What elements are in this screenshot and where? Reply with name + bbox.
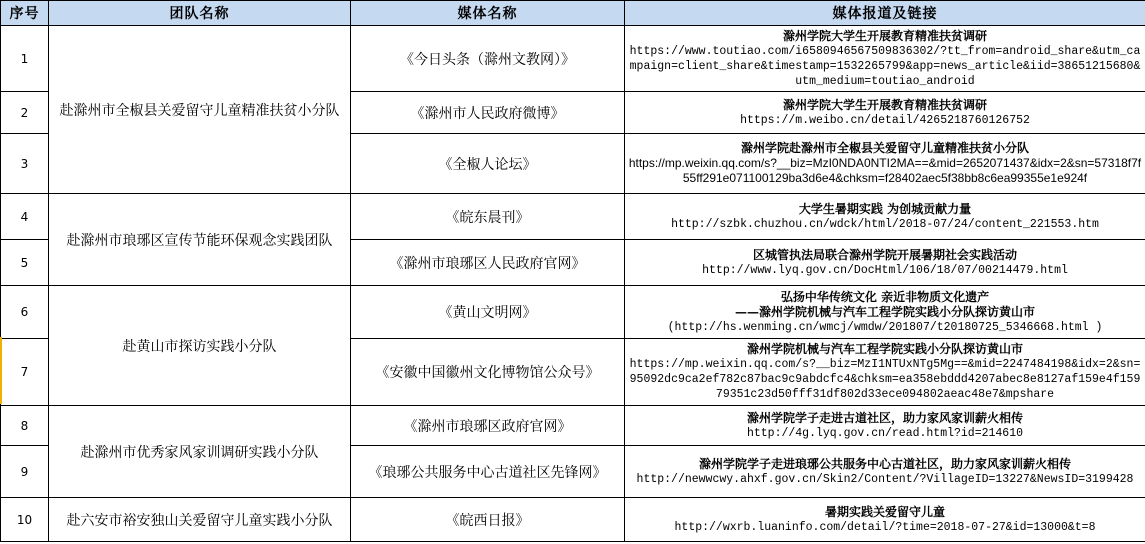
report-title: 区城管执法局联合滁州学院开展暑期社会实践活动	[752, 247, 1017, 262]
table-row	[1, 406, 1145, 446]
header-media[interactable]: 媒体名称	[351, 1, 625, 26]
media-name-cell[interactable]: 《琅琊公共服务中心古道社区先锋网》	[351, 446, 625, 498]
media-name-cell[interactable]: 《滁州市人民政府微博》	[351, 92, 625, 134]
media-name-cell[interactable]: 《黄山文明网》	[351, 286, 625, 339]
row-number-cell[interactable]: 3	[1, 134, 49, 194]
report-cell[interactable]	[625, 339, 1145, 406]
report-title: 暑期实践关爱留守儿童	[824, 504, 945, 519]
report-link[interactable]: https://m.weibo.cn/detail/4265218760126752	[740, 113, 1030, 127]
team-name-cell[interactable]: 赴滁州市琅琊区宣传节能环保观念实践团队	[49, 194, 351, 286]
media-name-cell[interactable]: 《安徽中国徽州文化博物馆公众号》	[351, 339, 625, 406]
media-name-cell[interactable]: 《皖西日报》	[351, 498, 625, 542]
report-subtitle: ——滁州学院机械与汽车工程学院实践小分队探访黄山市	[734, 304, 1035, 319]
team-name-cell[interactable]: 赴滁州市优秀家风家训调研实践小分队	[49, 406, 351, 498]
report-link[interactable]: https://www.toutiao.com/i6580946567509836302/?tt_from=android_share&utm_campaign=client_share&timestamp=1532265799&app=news_article&iid=38651215680&utm_medium=toutiao_android	[629, 44, 1141, 88]
row-number-cell[interactable]: 2	[1, 92, 49, 134]
report-title: 滁州学院学子走进琅琊公共服务中心古道社区，助力家风家训薪火相传	[698, 456, 1071, 471]
media-name-cell[interactable]: 《今日头条（滁州文教网）》	[351, 26, 625, 92]
table-row	[1, 498, 1145, 542]
header-team[interactable]: 团队名称	[49, 1, 351, 26]
row-number-cell[interactable]: 9	[1, 446, 49, 498]
report-link[interactable]: https://mp.weixin.qq.com/s?__biz=MzI0NDA0NTI2MA==&mid=2652071437&idx=2&sn=57318f7f55ff291e071100129ba3d6e4&chksm=f28402aec5f38bb8c6ea99355e1e924f	[628, 156, 1142, 185]
report-link[interactable]: http://szbk.chuzhou.cn/wdck/html/2018-07/24/content_221553.htm	[671, 217, 1099, 231]
media-name-cell[interactable]: 《皖东晨刊》	[351, 194, 625, 240]
report-link[interactable]: https://mp.weixin.qq.com/s?__biz=MzI1NTUxNTg5Mg==&mid=2247484198&idx=2&sn=95092dc9ca2ef782c87bac9c9abdcfc4&chksm=ea358ebddd4207abec8e8127af159e4f15979351c23d50fff31df802d33ece094802aeac48e7&mpshare	[629, 358, 1141, 401]
row-number-cell[interactable]: 7	[1, 339, 49, 406]
media-name-cell[interactable]: 《滁州市琅琊区人民政府官网》	[351, 240, 625, 286]
row-number-cell[interactable]: 1	[1, 26, 49, 92]
report-cell[interactable]	[625, 286, 1145, 339]
report-link[interactable]: http://www.lyq.gov.cn/DocHtml/106/18/07/00214479.html	[702, 263, 1068, 277]
report-cell[interactable]	[625, 26, 1145, 92]
report-title: 滁州学院学子走进古道社区，助力家风家训薪火相传	[746, 410, 1023, 425]
row-number-cell[interactable]: 8	[1, 406, 49, 446]
header-report[interactable]: 媒体报道及链接	[625, 1, 1145, 26]
report-title: 大学生暑期实践 为创城贡献力量	[798, 201, 972, 216]
header-no[interactable]: 序号	[1, 1, 49, 26]
report-cell[interactable]	[625, 194, 1145, 240]
report-title: 滁州学院赴滁州市全椒县关爱留守儿童精准扶贫小分队	[740, 141, 1029, 155]
report-title: 滁州学院大学生开展教育精准扶贫调研	[782, 28, 987, 43]
media-name-cell[interactable]: 《全椒人论坛》	[351, 134, 625, 194]
row-number-cell[interactable]: 10	[1, 498, 49, 542]
media-name-cell[interactable]: 《滁州市琅琊区政府官网》	[351, 406, 625, 446]
header-row	[1, 1, 1145, 26]
row-number-cell[interactable]: 5	[1, 240, 49, 286]
report-cell[interactable]	[625, 92, 1145, 134]
team-name-cell[interactable]: 赴六安市裕安独山关爱留守儿童实践小分队	[49, 498, 351, 542]
report-link[interactable]: http://wxrb.luaninfo.com/detail/?time=2018-07-27&id=13000&t=8	[674, 520, 1096, 534]
report-cell[interactable]	[625, 406, 1145, 446]
report-cell[interactable]	[625, 498, 1145, 542]
report-cell[interactable]	[625, 240, 1145, 286]
table-row	[1, 194, 1145, 240]
team-name-cell[interactable]: 赴滁州市全椒县关爱留守儿童精准扶贫小分队	[49, 26, 351, 194]
table-row	[1, 26, 1145, 92]
report-title: 滁州学院大学生开展教育精准扶贫调研	[782, 97, 987, 112]
report-link[interactable]: (http://hs.wenming.cn/wmcj/wmdw/201807/t20180725_5346668.html )	[667, 320, 1103, 334]
report-link[interactable]: http://4g.lyq.gov.cn/read.html?id=214610	[746, 426, 1024, 440]
team-name-cell[interactable]: 赴黄山市探访实践小分队	[49, 286, 351, 406]
report-cell[interactable]	[625, 446, 1145, 498]
table-row	[1, 286, 1145, 339]
report-title: 滁州学院机械与汽车工程学院实践小分队探访黄山市	[746, 342, 1023, 356]
report-title: 弘扬中华传统文化 亲近非物质文化遗产	[780, 289, 990, 304]
row-number-cell[interactable]: 4	[1, 194, 49, 240]
row-number-cell[interactable]: 6	[1, 286, 49, 339]
report-cell[interactable]	[625, 134, 1145, 194]
row-selection-marker	[0, 337, 2, 404]
report-link[interactable]: http://newwcwy.ahxf.gov.cn/Skin2/Content/?VillageID=13227&NewsID=3199428	[636, 472, 1134, 486]
